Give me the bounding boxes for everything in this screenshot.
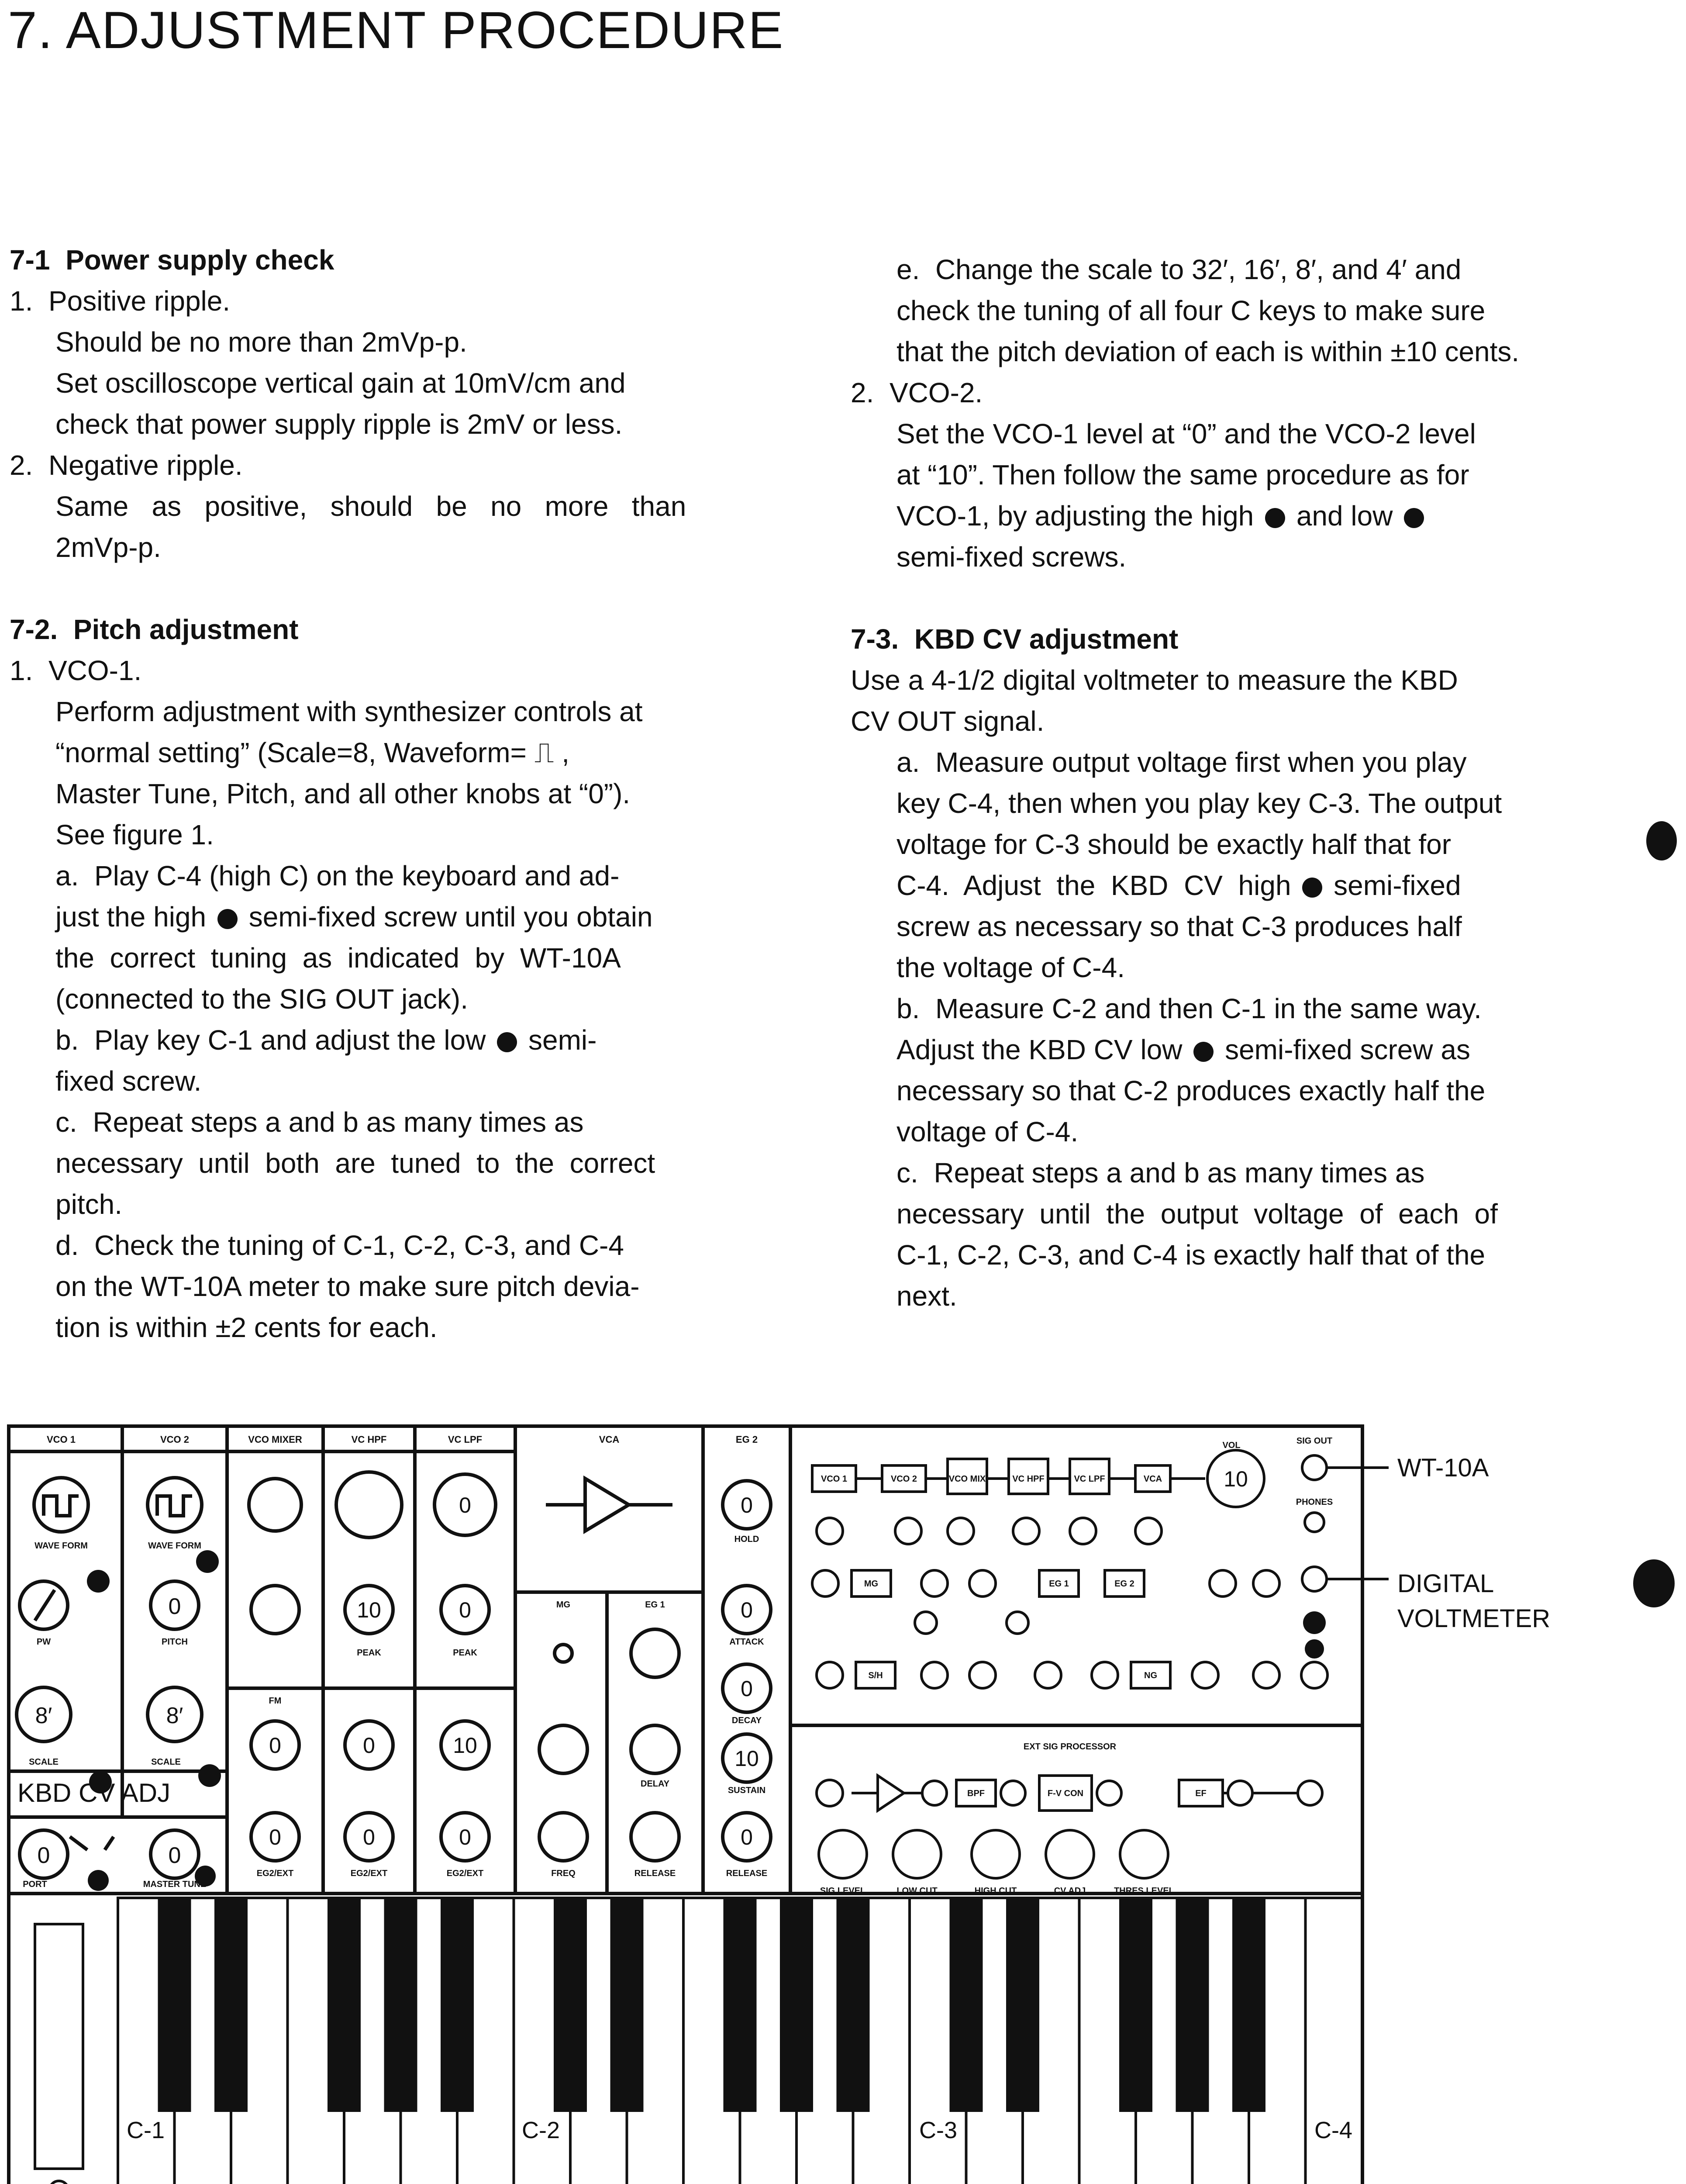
- key-label-c2: C-2: [522, 2117, 560, 2143]
- svg-text:EG 2: EG 2: [1114, 1579, 1134, 1589]
- knob-value: 0: [168, 1594, 181, 1619]
- key-label-c1: C-1: [127, 2117, 165, 2143]
- screw-marker-icon: [1265, 508, 1285, 528]
- svg-text:NG: NG: [1144, 1671, 1157, 1680]
- svg-text:SIG OUT: SIG OUT: [1296, 1436, 1333, 1446]
- text-line: See figure 1.: [55, 819, 214, 850]
- black-key: [554, 1898, 587, 2112]
- text-line: 2mVp-p.: [55, 532, 161, 563]
- svg-text:0: 0: [741, 1598, 753, 1622]
- section-heading: 7-2. Pitch adjustment: [10, 614, 299, 645]
- text-line: Use a 4-1/2 digital voltmeter to measure the KBD: [851, 664, 1458, 696]
- knob-value: 0: [37, 1843, 50, 1868]
- synthesizer-panel-figure: [0, 1417, 1686, 2184]
- text-line: semi-fixed screws.: [896, 541, 1127, 573]
- scale-value: 8′: [166, 1703, 183, 1728]
- text-line: c. Repeat steps a and b as many times as: [896, 1157, 1425, 1189]
- screw-marker-icon: [497, 1032, 517, 1052]
- svg-text:0: 0: [363, 1733, 375, 1758]
- text-line: just the high semi-fixed screw until you obtain: [55, 901, 653, 933]
- scale-label: SCALE: [29, 1757, 59, 1767]
- text-line: d. Check the tuning of C-1, C-2, C-3, and C-4: [55, 1230, 624, 1261]
- text-line: 1. Positive ripple.: [10, 285, 231, 317]
- left-column: [10, 239, 743, 1348]
- text-line: voltage for C-3 should be exactly half that for: [896, 829, 1452, 860]
- svg-text:EG2/EXT: EG2/EXT: [446, 1869, 484, 1878]
- svg-text:VCO MIX: VCO MIX: [948, 1474, 986, 1484]
- black-key: [328, 1898, 361, 2112]
- callout-digital: DIGITAL: [1397, 1569, 1494, 1598]
- black-key: [1119, 1898, 1152, 2112]
- page-title: 7. ADJUSTMENT PROCEDURE: [8, 1, 784, 59]
- kbd-cv-adj-label: KBD CV ADJ: [17, 1778, 171, 1807]
- svg-text:THRES LEVEL: THRES LEVEL: [1114, 1886, 1174, 1896]
- key-label-c4: C-4: [1314, 2117, 1353, 2143]
- svg-text:FREQ: FREQ: [551, 1869, 576, 1878]
- text-line: check the tuning of all four C keys to make sure: [896, 295, 1486, 326]
- black-key: [1232, 1898, 1265, 2112]
- svg-text:10: 10: [734, 1746, 759, 1771]
- port-label: PORT: [23, 1880, 47, 1889]
- svg-text:EG2/EXT: EG2/EXT: [350, 1869, 388, 1878]
- svg-text:SIG LEVEL: SIG LEVEL: [820, 1886, 866, 1896]
- text-line: necessary until both are tuned to the correct: [55, 1147, 655, 1179]
- text-line: necessary until the output voltage of each of: [896, 1198, 1498, 1230]
- svg-text:F-V CON: F-V CON: [1047, 1789, 1084, 1798]
- svg-text:0: 0: [459, 1825, 471, 1849]
- text-line: b. Play key C-1 and adjust the low semi-: [55, 1024, 597, 1056]
- screw-marker-icon: [198, 1764, 221, 1787]
- black-key: [1176, 1898, 1209, 2112]
- svg-text:0: 0: [741, 1825, 753, 1849]
- text-line: VCO-1, by adjusting the high and low: [851, 495, 1610, 536]
- text-line: screw as necessary so that C-3 produces half: [896, 911, 1462, 942]
- pitch-label: PITCH: [162, 1637, 188, 1647]
- text-line: the voltage of C-4.: [896, 952, 1125, 983]
- svg-text:EG 1: EG 1: [645, 1600, 665, 1610]
- black-key: [214, 1898, 248, 2112]
- svg-text:MG: MG: [556, 1600, 571, 1610]
- screw-marker-icon: [217, 909, 238, 929]
- right-column: [851, 249, 1610, 1317]
- text-line: Set the VCO-1 level at “0” and the VCO-2 level: [896, 418, 1476, 449]
- panel-label: VCO 1: [46, 1434, 76, 1445]
- scale-label: SCALE: [151, 1757, 181, 1767]
- callout-voltmeter: VOLTMETER: [1397, 1604, 1551, 1633]
- knob-value: 0: [168, 1843, 181, 1868]
- panel-label: VCO 2: [160, 1434, 190, 1445]
- screw-marker-icon: [88, 1870, 109, 1891]
- black-key: [950, 1898, 983, 2112]
- scale-value: 8′: [35, 1703, 52, 1728]
- svg-text:DELAY: DELAY: [641, 1779, 669, 1789]
- text-line: c. Repeat steps a and b as many times as: [55, 1106, 584, 1138]
- text-line: C-1, C-2, C-3, and C-4 is exactly half that of the: [896, 1239, 1486, 1271]
- text-line: Same as positive, should be no more than: [55, 491, 686, 522]
- waveform-label: WAVE FORM: [148, 1541, 201, 1551]
- black-key: [158, 1898, 191, 2112]
- text-line: C-4. Adjust the KBD CV high semi-fixed: [896, 870, 1461, 901]
- text-line: the correct tuning as indicated by WT-10A: [55, 942, 621, 974]
- screw-marker-icon: [87, 1570, 110, 1593]
- svg-text:10: 10: [357, 1598, 381, 1622]
- screw-marker-icon: [1303, 1611, 1326, 1634]
- svg-text:RELEASE: RELEASE: [634, 1869, 676, 1878]
- text-line: a. Play C-4 (high C) on the keyboard and ad-: [55, 860, 620, 892]
- text-line: necessary so that C-2 produces exactly half the: [896, 1075, 1486, 1106]
- svg-text:VCO 2: VCO 2: [890, 1474, 917, 1484]
- svg-text:PHONES: PHONES: [1296, 1497, 1333, 1507]
- text-line: Master Tune, Pitch, and all other knobs at “0”).: [55, 778, 631, 809]
- black-key: [724, 1898, 757, 2112]
- svg-text:PEAK: PEAK: [453, 1648, 477, 1658]
- screw-marker-icon: [1305, 1639, 1324, 1659]
- black-key: [384, 1898, 417, 2112]
- black-key: [780, 1898, 813, 2112]
- screw-marker-icon: [1193, 1042, 1214, 1062]
- svg-text:CV ADJ: CV ADJ: [1054, 1886, 1086, 1896]
- svg-text:RELEASE: RELEASE: [726, 1869, 768, 1878]
- svg-text:10: 10: [453, 1733, 477, 1758]
- key-label-c3: C-3: [919, 2117, 958, 2143]
- text-line: at “10”. Then follow the same procedure as for: [896, 459, 1469, 491]
- text-line: Should be no more than 2mVp-p.: [55, 326, 467, 358]
- text-line: key C-4, then when you play key C-3. The output: [896, 788, 1502, 819]
- pw-label: PW: [36, 1637, 51, 1647]
- volume-value: 10: [1224, 1467, 1248, 1491]
- text-line: CV OUT signal.: [851, 705, 1045, 737]
- screw-marker-icon: [196, 1550, 219, 1573]
- callout-wt10a: WT-10A: [1397, 1454, 1489, 1482]
- svg-text:DECAY: DECAY: [731, 1716, 762, 1725]
- svg-text:S/H: S/H: [868, 1671, 883, 1680]
- text-line: check that power supply ripple is 2mV or less.: [55, 408, 623, 440]
- svg-text:0: 0: [459, 1598, 471, 1622]
- svg-text:ATTACK: ATTACK: [729, 1637, 764, 1647]
- text-line: Set oscilloscope vertical gain at 10mV/cm and: [55, 367, 626, 399]
- svg-text:0: 0: [363, 1825, 375, 1849]
- waveform-label: WAVE FORM: [34, 1541, 88, 1551]
- svg-text:FM: FM: [269, 1696, 282, 1706]
- svg-text:PEAK: PEAK: [357, 1648, 381, 1658]
- text-line: next.: [896, 1280, 957, 1312]
- section-heading: 7-1 Power supply check: [10, 244, 334, 276]
- svg-text:EXT SIG PROCESSOR: EXT SIG PROCESSOR: [1023, 1742, 1117, 1752]
- panel-label: EG 2: [735, 1434, 758, 1445]
- black-key: [1006, 1898, 1039, 2112]
- text-line: b. Measure C-2 and then C-1 in the same way.: [896, 993, 1482, 1024]
- svg-text:VC LPF: VC LPF: [1074, 1474, 1105, 1484]
- text-line: “normal setting” (Scale=8, Waveform= ⎍ ,: [55, 737, 570, 768]
- text-line: Perform adjustment with synthesizer controls at: [55, 696, 643, 727]
- screw-marker-icon: [1302, 878, 1322, 898]
- text-line: (connected to the SIG OUT jack).: [55, 983, 468, 1015]
- master-tune-label: MASTER TUNE: [143, 1880, 207, 1889]
- panel-label: VCO MIXER: [248, 1434, 302, 1445]
- black-key: [610, 1898, 644, 2112]
- svg-text:HIGH CUT: HIGH CUT: [974, 1886, 1017, 1896]
- svg-text:VC HPF: VC HPF: [1012, 1474, 1045, 1484]
- svg-text:0: 0: [459, 1493, 471, 1517]
- svg-text:LOW CUT: LOW CUT: [896, 1886, 938, 1896]
- text-line: voltage of C-4.: [896, 1116, 1079, 1147]
- svg-text:BPF: BPF: [967, 1789, 985, 1798]
- svg-text:0: 0: [741, 1676, 753, 1701]
- text-line: a. Measure output voltage first when you play: [896, 746, 1467, 778]
- black-key: [837, 1898, 870, 2112]
- black-key: [441, 1898, 474, 2112]
- text-line: 2. Negative ripple.: [10, 449, 243, 481]
- text-line: 1. VCO-1.: [10, 655, 142, 686]
- svg-text:VOL: VOL: [1222, 1441, 1241, 1450]
- text-line: Adjust the KBD CV low semi-fixed screw as: [896, 1034, 1470, 1065]
- svg-text:0: 0: [269, 1825, 281, 1849]
- svg-text:VCA: VCA: [1143, 1474, 1162, 1484]
- screw-marker-icon: [1404, 508, 1424, 528]
- panel-label: VCA: [599, 1434, 620, 1445]
- panel-label: VC LPF: [448, 1434, 483, 1445]
- svg-text:MG: MG: [864, 1579, 879, 1589]
- svg-text:EF: EF: [1195, 1789, 1207, 1798]
- svg-text:VCO 1: VCO 1: [821, 1474, 848, 1484]
- svg-text:0: 0: [269, 1733, 281, 1758]
- text-line: pitch.: [55, 1189, 122, 1220]
- section-heading: 7-3. KBD CV adjustment: [851, 623, 1179, 655]
- text-line: that the pitch deviation of each is within ±10 cents.: [896, 336, 1520, 367]
- svg-text:EG 1: EG 1: [1049, 1579, 1069, 1589]
- margin-mark-icon: [1646, 821, 1677, 860]
- svg-text:EG2/EXT: EG2/EXT: [256, 1869, 294, 1878]
- pitch-bender: [35, 1924, 83, 2169]
- svg-text:0: 0: [741, 1493, 753, 1517]
- text-line: fixed screw.: [55, 1065, 202, 1097]
- svg-text:SUSTAIN: SUSTAIN: [727, 1786, 766, 1795]
- text-line: e. Change the scale to 32′, 16′, 8′, and 4′ and: [896, 254, 1462, 285]
- text-line: tion is within ±2 cents for each.: [55, 1312, 438, 1343]
- svg-text:HOLD: HOLD: [734, 1534, 759, 1544]
- panel-label: VC HPF: [351, 1434, 387, 1445]
- text-line: on the WT-10A meter to make sure pitch devia-: [55, 1271, 640, 1302]
- text-line: 2. VCO-2.: [851, 377, 983, 408]
